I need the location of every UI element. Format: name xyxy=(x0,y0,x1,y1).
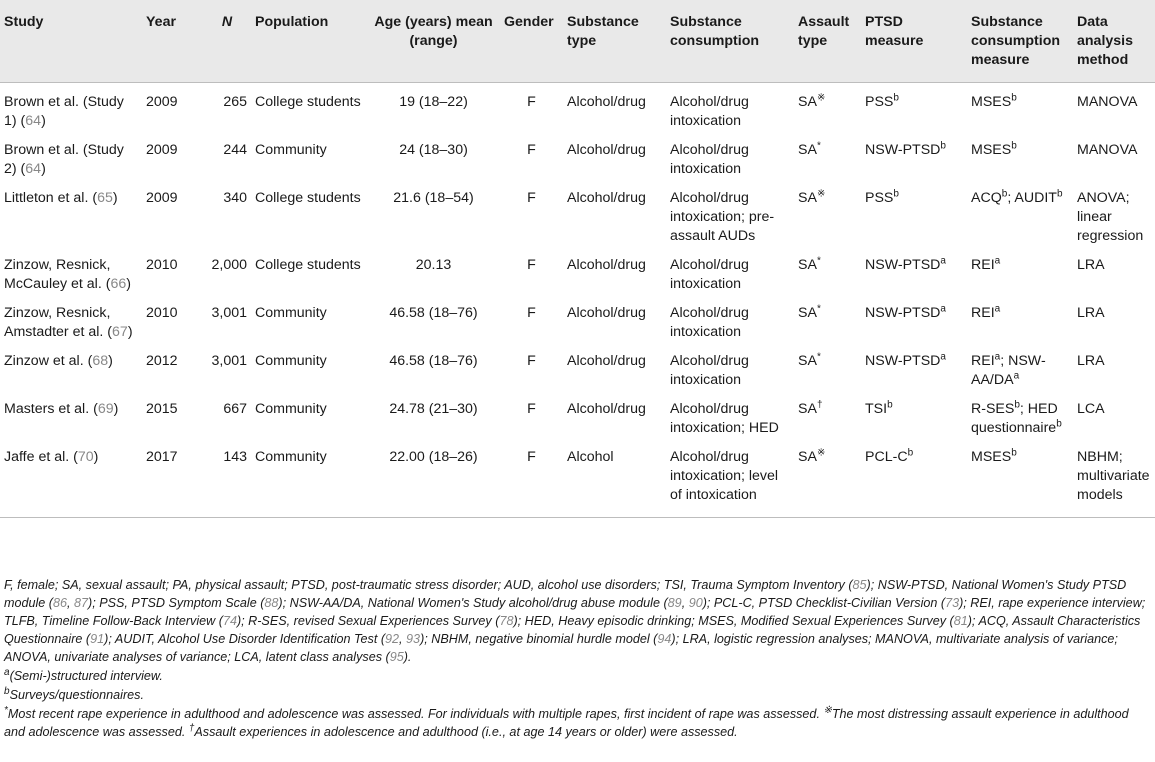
abbreviations-note xyxy=(4,576,1150,666)
reference-link: 92 xyxy=(385,632,400,646)
study-name: Zinzow et al. ( xyxy=(4,353,93,369)
cell-assault-type xyxy=(794,131,861,179)
cell-study xyxy=(0,83,142,132)
cell-age: 24.78 (21–30) xyxy=(389,401,478,417)
header-consumption-measure: Substance consumption measure xyxy=(967,0,1073,83)
reference-link: 67 xyxy=(112,324,128,340)
cell-year: 2009 xyxy=(146,190,178,206)
reference-link: 65 xyxy=(97,190,113,206)
consumption-measure-text: REI xyxy=(971,257,995,273)
cell-analysis-method: ANOVA; linear regression xyxy=(1077,190,1144,244)
cell-assault-type xyxy=(794,83,861,132)
table-row xyxy=(0,246,1155,294)
table-row xyxy=(0,342,1155,390)
cell-year: 2012 xyxy=(146,353,178,369)
reference-link: 90 xyxy=(688,596,703,610)
cell-year: 2015 xyxy=(146,401,178,417)
study-name-end: ) xyxy=(112,190,118,206)
header-age: Age (years) mean (range) xyxy=(367,0,500,83)
consumption-measure-text: REI xyxy=(971,305,995,321)
ptsd-footnote-mark: a xyxy=(940,351,946,363)
cell-year: 2009 xyxy=(146,142,178,158)
assault-type-text: SA xyxy=(798,190,817,206)
study-name-end: ) xyxy=(108,353,113,369)
assault-footnote-mark: * xyxy=(816,255,821,267)
reference-link: 78 xyxy=(499,614,514,628)
cell-substance-consumption: Alcohol/drug intoxication xyxy=(670,257,749,292)
study-name: Littleton et al. ( xyxy=(4,190,98,206)
reference-link: 91 xyxy=(90,632,105,646)
cell-population: Community xyxy=(255,305,327,321)
consumption-measure-text-2: ; AUDIT xyxy=(1007,190,1057,206)
abbreviation-text: ); PCL-C, PTSD Checklist-Civilian Version ( xyxy=(702,596,946,610)
header-ptsd-measure: PTSD measure xyxy=(861,0,967,83)
cell-substance-consumption: Alcohol/drug intoxication xyxy=(670,305,749,340)
abbreviation-text: ); REI, rape experience interview; TLFB, Timeline Follow-Back Interview ( xyxy=(4,596,1146,628)
cell-analysis-method: MANOVA xyxy=(1077,142,1138,158)
cell-substance-type: Alcohol/drug xyxy=(567,142,646,158)
abbreviation-text: ); NSW-PTSD, National Women's Study PTSD module ( xyxy=(4,578,1127,610)
assault-footnote-mark: † xyxy=(816,399,823,411)
ptsd-footnote-mark: a xyxy=(940,255,946,267)
cell-study xyxy=(0,342,142,390)
header-year: Year xyxy=(142,0,203,83)
assault-footnote-mark: ※ xyxy=(816,188,826,200)
consumption-measure-text: R-SES xyxy=(971,401,1015,417)
cell-gender: F xyxy=(527,305,536,321)
cell-substance-type: Alcohol/drug xyxy=(567,401,646,417)
consumption-footnote-mark: b xyxy=(1011,140,1017,152)
cell-n: 667 xyxy=(223,401,247,417)
study-name: Zinzow, Resnick, McCauley et al. ( xyxy=(4,257,111,292)
consumption-measure-text-2: ; HED questionnaire xyxy=(971,401,1058,436)
cell-year: 2010 xyxy=(146,257,178,273)
consumption-footnote-mark: a xyxy=(994,303,1001,315)
cell-substance-consumption: Alcohol/drug intoxication; HED xyxy=(670,401,779,436)
cell-year: 2010 xyxy=(146,305,178,321)
abbreviation-text: , xyxy=(681,596,689,610)
reference-link: 70 xyxy=(77,449,94,465)
cell-ptsd-measure xyxy=(861,294,967,342)
abbreviation-text: , xyxy=(67,596,75,610)
reference-link: 68 xyxy=(92,353,109,369)
cell-analysis-method: LRA xyxy=(1077,353,1105,369)
cell-analysis-method: NBHM; multivariate models xyxy=(1073,438,1155,518)
study-name-end: ) xyxy=(93,449,99,465)
cell-assault-type xyxy=(794,438,861,518)
cell-n: 3,001 xyxy=(211,305,247,321)
table-row xyxy=(0,390,1155,438)
ptsd-footnote-mark: b xyxy=(893,92,899,104)
cell-study xyxy=(0,294,142,342)
cell-study xyxy=(0,179,142,246)
header-analysis-method: Data analysis method xyxy=(1073,0,1155,83)
cell-consumption-measure xyxy=(967,83,1073,132)
cell-study xyxy=(0,246,142,294)
abbreviation-text: ); AUDIT, Alcohol Use Disorder Identification Test ( xyxy=(104,632,386,646)
consumption-footnote-mark-2: b xyxy=(1056,188,1063,200)
cell-substance-consumption: Alcohol/drug intoxication; level of intoxication xyxy=(666,438,794,518)
cell-ptsd-measure xyxy=(861,342,967,390)
ptsd-footnote-mark: a xyxy=(940,303,946,315)
abbreviation-text: ); NBHM, negative binomial hurdle model ( xyxy=(420,632,658,646)
cell-n: 340 xyxy=(223,190,247,206)
cell-gender: F xyxy=(527,353,536,369)
reference-link: 89 xyxy=(667,596,682,610)
cell-n: 3,001 xyxy=(211,353,247,369)
cell-study xyxy=(0,390,142,438)
cell-substance-type: Alcohol/drug xyxy=(567,190,646,206)
reference-link: 94 xyxy=(657,632,672,646)
ptsd-measure-text: PCL-C xyxy=(865,449,908,465)
cell-consumption-measure xyxy=(967,131,1073,179)
cell-age: 22.00 (18–26) xyxy=(367,438,500,518)
cell-assault-type xyxy=(794,179,861,246)
cell-gender: F xyxy=(527,94,536,110)
study-name: Brown et al. (Study 1) ( xyxy=(4,94,124,129)
consumption-footnote-mark-2: b xyxy=(1056,418,1062,430)
assault-type-text: SA xyxy=(798,305,817,321)
cell-ptsd-measure xyxy=(861,83,967,132)
ptsd-measure-text: NSW-PTSD xyxy=(865,142,941,158)
reference-link: 95 xyxy=(389,650,404,664)
cell-analysis-method: MANOVA xyxy=(1077,94,1138,110)
consumption-footnote-mark: b xyxy=(1014,399,1020,411)
assault-footnote-mark: * xyxy=(816,140,821,152)
cell-substance-type: Alcohol/drug xyxy=(567,94,646,110)
consumption-footnote-mark: b xyxy=(1011,447,1017,459)
cell-n: 265 xyxy=(223,94,247,110)
table-row xyxy=(0,131,1155,179)
cell-ptsd-measure xyxy=(861,438,967,518)
footnote-b: $^b$Surveys/questionnaires. xyxy=(4,685,144,702)
study-name: Jaffe et al. ( xyxy=(4,449,78,465)
cell-age: 24 (18–30) xyxy=(399,142,468,158)
study-name-end: ) xyxy=(113,401,119,417)
abbreviation-text: ); PSS, PTSD Symptom Scale ( xyxy=(88,596,265,610)
cell-gender: F xyxy=(500,438,563,518)
cell-ptsd-measure xyxy=(861,390,967,438)
consumption-measure-text: MSES xyxy=(971,142,1012,158)
cell-analysis-method: LCA xyxy=(1077,401,1105,417)
cell-analysis-method: LRA xyxy=(1077,305,1105,321)
ptsd-measure-text: TSI xyxy=(865,401,888,417)
cell-assault-type xyxy=(794,246,861,294)
cell-population: Community xyxy=(255,142,327,158)
cell-substance-consumption: Alcohol/drug intoxication xyxy=(670,94,749,129)
table-header xyxy=(0,0,1155,83)
consumption-footnote-mark: a xyxy=(994,255,1001,267)
consumption-footnote-mark: b xyxy=(1001,188,1008,200)
reference-link: 85 xyxy=(852,578,867,592)
study-name-end: ) xyxy=(126,276,131,292)
consumption-measure-text: MSES xyxy=(971,449,1012,465)
assault-footnote-mark: ※ xyxy=(816,92,826,104)
cell-age: 20.13 xyxy=(415,257,452,273)
cell-year: 2009 xyxy=(146,94,178,110)
cell-analysis-method: LRA xyxy=(1077,257,1105,273)
ptsd-measure-text: NSW-PTSD xyxy=(865,305,941,321)
reference-link: 88 xyxy=(264,596,279,610)
cell-age: 46.58 (18–76) xyxy=(389,305,478,321)
cell-substance-type: Alcohol/drug xyxy=(567,305,646,321)
header-assault-type: Assault type xyxy=(794,0,861,83)
header-substance-consumption: Substance consumption xyxy=(666,0,794,83)
consumption-measure-text: MSES xyxy=(971,94,1012,110)
header-study: Study xyxy=(0,0,142,83)
table-row xyxy=(0,294,1155,342)
assault-footnote-mark: ※ xyxy=(816,447,826,459)
reference-link: 73 xyxy=(945,596,960,610)
study-name: Masters et al. ( xyxy=(4,401,98,417)
cell-study xyxy=(0,131,142,179)
abbreviation-text: ); NSW-AA/DA, National Women's Study alcohol/drug abuse module ( xyxy=(278,596,668,610)
assault-type-text: SA xyxy=(798,449,817,465)
assault-type-text: SA xyxy=(798,401,817,417)
abbreviation-text: ); ACQ, Assault Characteristics Questionnaire ( xyxy=(4,614,1141,646)
ptsd-measure-text: PSS xyxy=(865,190,894,206)
cell-population: Community xyxy=(255,353,327,369)
cell-substance-type: Alcohol/drug xyxy=(567,257,646,273)
assault-type-text: SA xyxy=(798,353,817,369)
header-population: Population xyxy=(251,0,367,83)
cell-population: Community xyxy=(255,401,327,417)
cell-gender: F xyxy=(527,142,536,158)
cell-consumption-measure xyxy=(967,294,1073,342)
ptsd-footnote-mark: b xyxy=(893,188,899,200)
reference-link: 64 xyxy=(25,161,42,177)
ptsd-measure-text: NSW-PTSD xyxy=(865,257,941,273)
study-name-end: ) xyxy=(127,324,133,340)
cell-age: 19 (18–22) xyxy=(399,94,468,110)
table-row xyxy=(0,438,1155,518)
assault-type-text: SA xyxy=(798,94,817,110)
cell-consumption-measure xyxy=(967,438,1073,518)
abbreviation-text: ); LRA, logistic regression analyses; MANOVA, multivariate analysis of variance; ANOVA, univariate analyses of variance; LCA, latent class analyses ( xyxy=(4,632,1118,664)
table-row xyxy=(0,83,1155,132)
footnote-a: $^a$(Semi-)structured interview. xyxy=(4,666,163,683)
ptsd-footnote-mark: b xyxy=(907,447,914,459)
cell-population: College students xyxy=(255,257,361,273)
cell-n: 244 xyxy=(223,142,247,158)
assault-footnote-mark: * xyxy=(816,303,821,315)
assault-type-text: SA xyxy=(798,257,817,273)
reference-link: 93 xyxy=(406,632,421,646)
table-notes xyxy=(4,576,1150,741)
assault-type-text: SA xyxy=(798,142,817,158)
cell-consumption-measure xyxy=(967,179,1073,246)
footnote-symbols: *Most recent rape experience in adulthood and adolescence was assessed. For individuals with multiple rapes, first incident of rape was assessed. ※The most distressing assault experience in adulthood and adolescence was assessed. †Assault experiences in adolescence and adulthood (i.e., at age 14 years or older) were assessed. xyxy=(4,704,1129,739)
cell-consumption-measure xyxy=(967,246,1073,294)
consumption-footnote-mark-2: a xyxy=(1013,370,1020,382)
cell-gender: F xyxy=(527,190,536,206)
header-substance-type: Substance type xyxy=(563,0,666,83)
cell-substance-type: Alcohol/drug xyxy=(567,353,646,369)
table-body xyxy=(0,83,1155,518)
cell-gender: F xyxy=(527,257,536,273)
ptsd-footnote-mark: b xyxy=(887,399,893,411)
consumption-measure-text-2: ; NSW-AA/DA xyxy=(971,353,1046,388)
cell-substance-consumption: Alcohol/drug intoxication xyxy=(670,353,749,388)
abbreviation-text: , xyxy=(399,632,407,646)
consumption-measure-text: REI xyxy=(971,353,995,369)
reference-link: 66 xyxy=(110,276,127,292)
abbreviation-text: ); R-SES, revised Sexual Experiences Survey ( xyxy=(236,614,500,628)
cell-age: 46.58 (18–76) xyxy=(389,353,478,369)
study-name-end: ) xyxy=(41,113,46,129)
ptsd-measure-text: PSS xyxy=(865,94,894,110)
reference-link: 69 xyxy=(97,401,114,417)
cell-population: College students xyxy=(255,94,361,110)
cell-population: Community xyxy=(251,438,367,518)
table-row xyxy=(0,179,1155,246)
cell-population: College students xyxy=(255,190,361,206)
consumption-footnote-mark: b xyxy=(1011,92,1017,104)
abbreviation-text: F, female; SA, sexual assault; PA, physical assault; PTSD, post-traumatic stress disorder; AUD, alcohol use disorders; TSI, Trauma Symptom Inventory ( xyxy=(4,578,853,592)
cell-age: 21.6 (18–54) xyxy=(393,190,474,206)
study-name: Zinzow, Resnick, Amstadter et al. ( xyxy=(4,305,113,340)
study-name-end: ) xyxy=(41,161,46,177)
reference-link: 64 xyxy=(25,113,42,129)
abbreviation-text: ); HED, Heavy episodic drinking; MSES, Modified Sexual Experiences Survey ( xyxy=(513,614,954,628)
study-name: Brown et al. (Study 2) ( xyxy=(4,142,124,177)
abbreviation-text: ). xyxy=(403,650,412,664)
cell-substance-consumption: Alcohol/drug intoxication; pre-assault AUDs xyxy=(670,190,775,244)
cell-n: 2,000 xyxy=(211,257,247,273)
cell-assault-type xyxy=(794,390,861,438)
consumption-footnote-mark: a xyxy=(994,351,1001,363)
cell-n: 143 xyxy=(203,438,251,518)
cell-ptsd-measure xyxy=(861,179,967,246)
cell-assault-type xyxy=(794,342,861,390)
cell-study xyxy=(0,438,142,518)
ptsd-measure-text: NSW-PTSD xyxy=(865,353,941,369)
assault-footnote-mark: * xyxy=(816,351,821,363)
reference-link: 86 xyxy=(53,596,68,610)
consumption-measure-text: ACQ xyxy=(971,190,1002,206)
header-n: N xyxy=(203,0,251,83)
cell-consumption-measure xyxy=(967,342,1073,390)
cell-substance-type: Alcohol xyxy=(563,438,666,518)
header-gender: Gender xyxy=(500,0,563,83)
cell-gender: F xyxy=(527,401,536,417)
reference-link: 81 xyxy=(953,614,968,628)
cell-ptsd-measure xyxy=(861,131,967,179)
reference-link: 87 xyxy=(74,596,89,610)
cell-year: 2017 xyxy=(142,438,203,518)
cell-ptsd-measure xyxy=(861,246,967,294)
reference-link: 74 xyxy=(222,614,237,628)
cell-substance-consumption: Alcohol/drug intoxication xyxy=(670,142,749,177)
cell-assault-type xyxy=(794,294,861,342)
cell-consumption-measure xyxy=(967,390,1073,438)
ptsd-footnote-mark: b xyxy=(940,140,946,152)
